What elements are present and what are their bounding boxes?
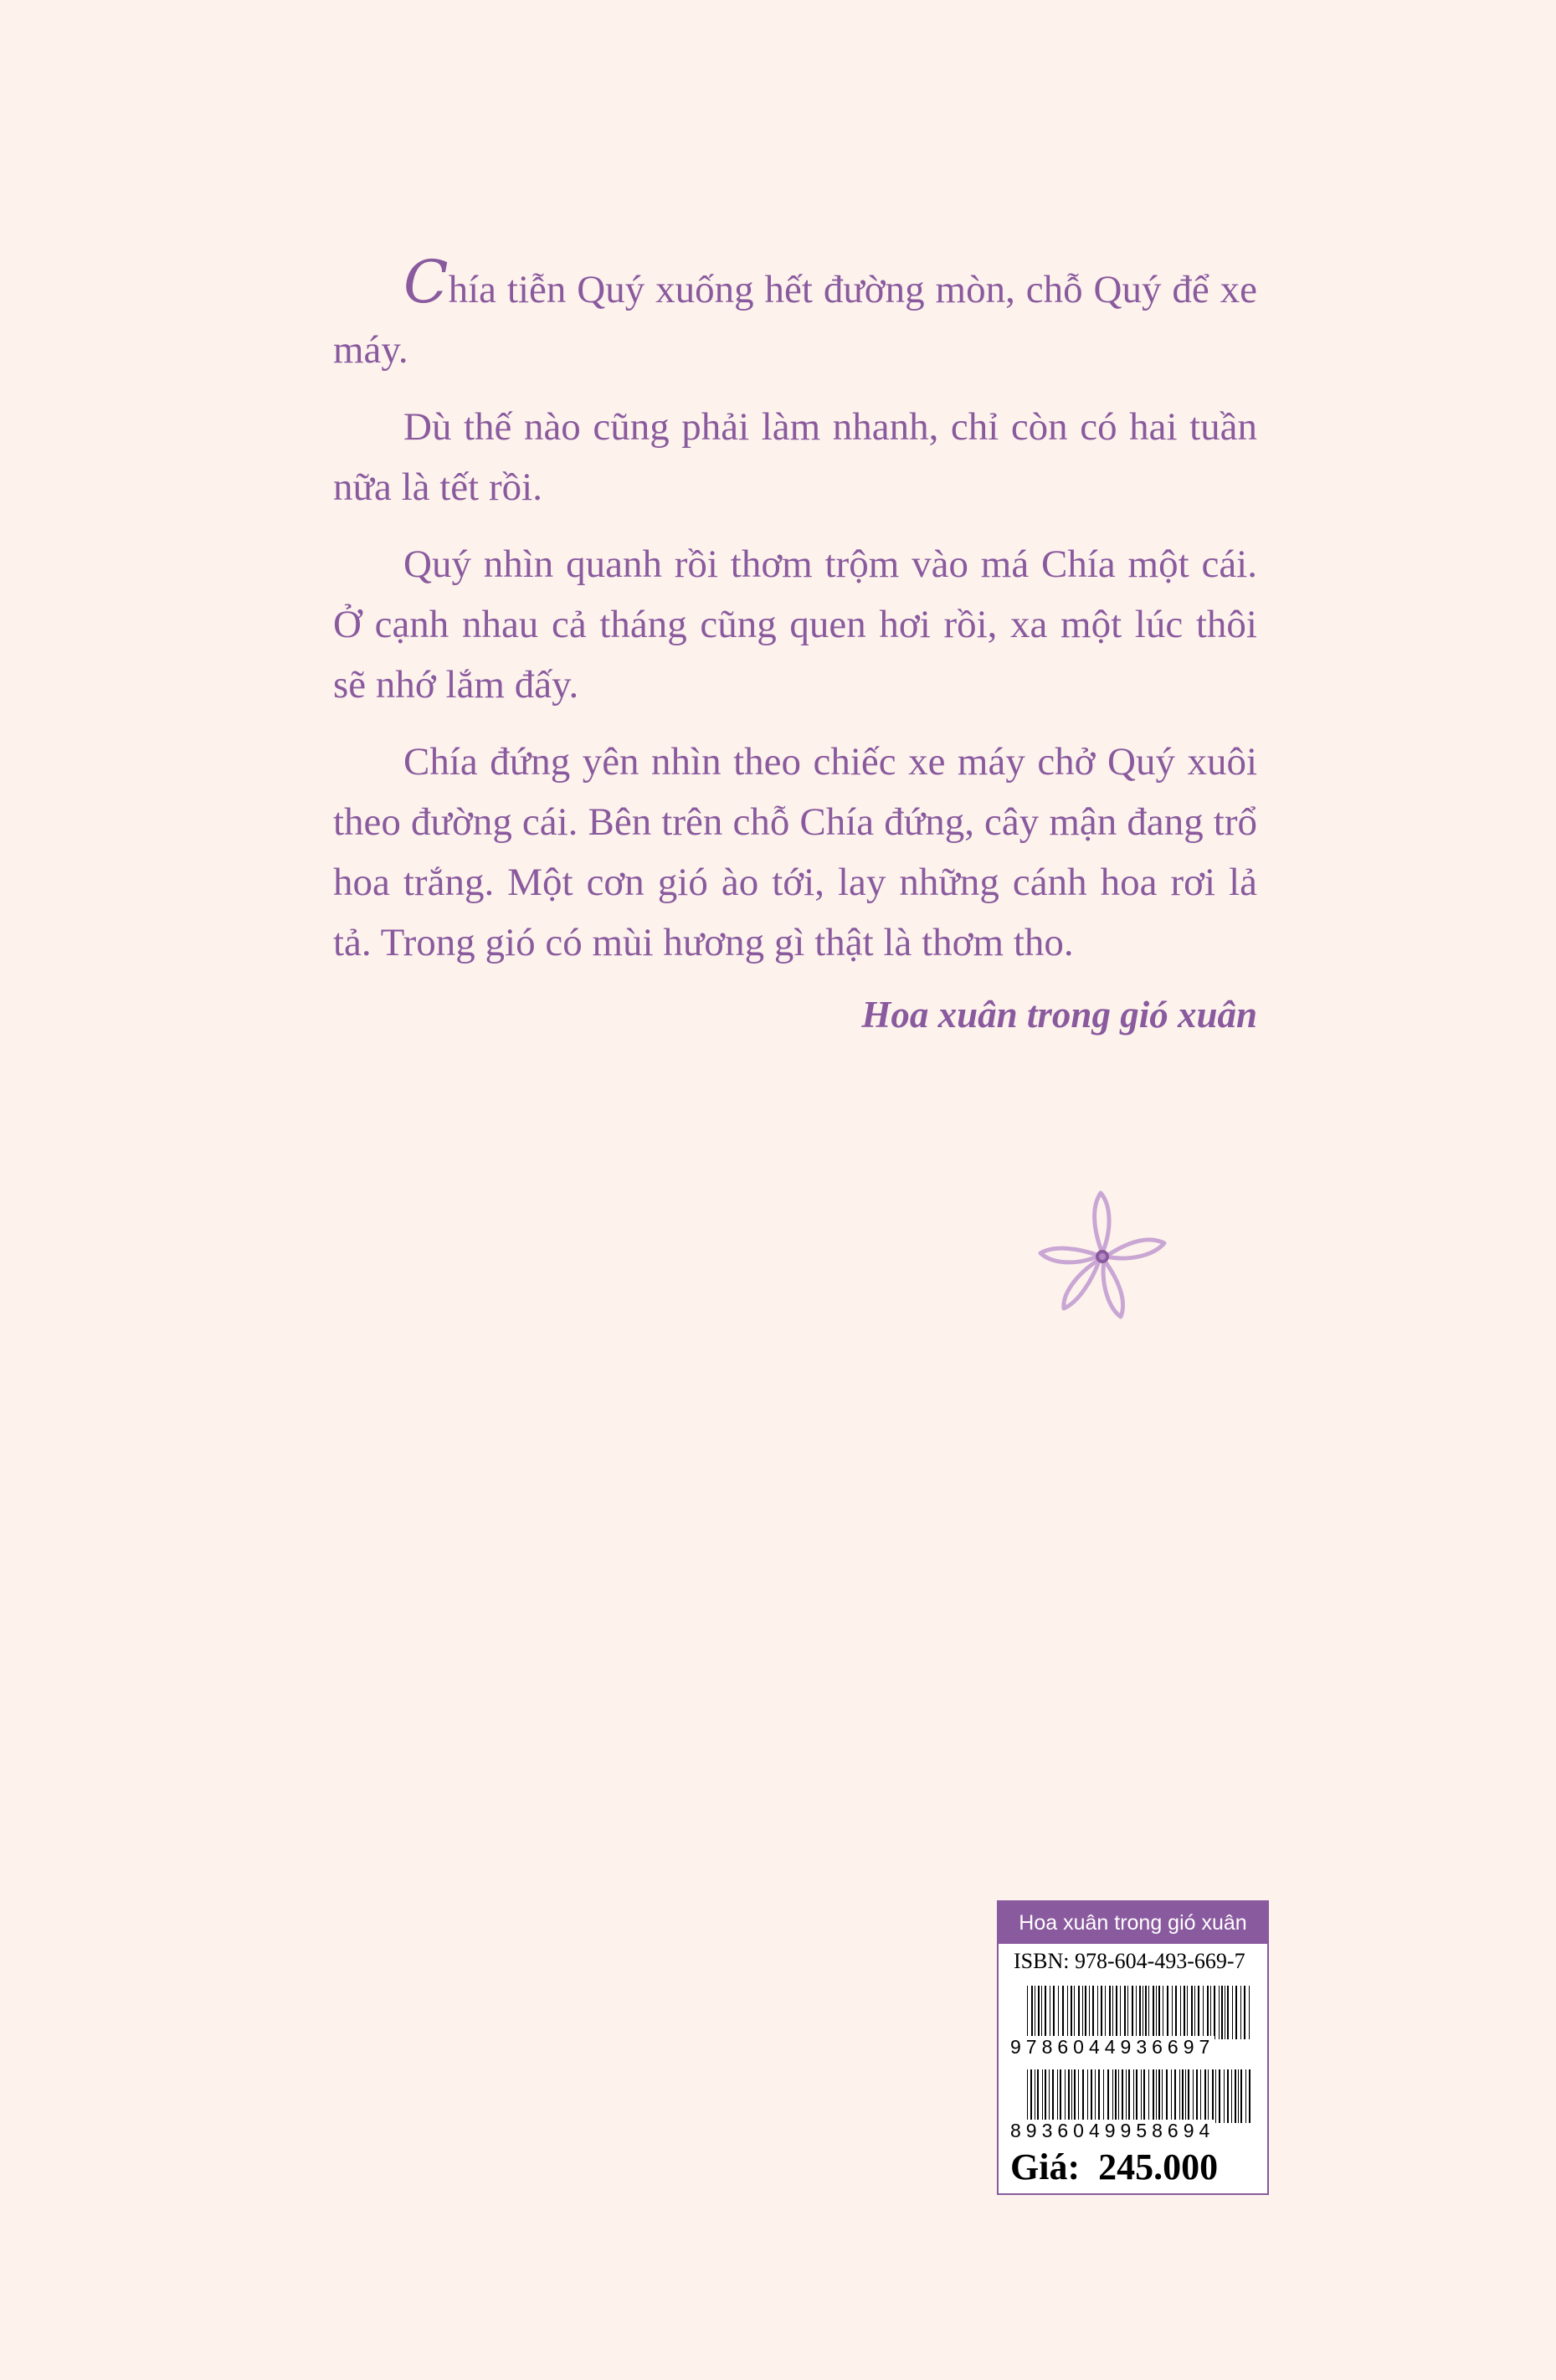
barcode-bar: [1172, 1986, 1173, 2039]
barcode-bar: [1235, 2069, 1236, 2123]
barcode-bar: [1126, 2069, 1127, 2123]
barcode-bar: [1122, 2069, 1123, 2123]
barcode-bar: [1136, 2069, 1137, 2123]
drop-cap: C: [403, 248, 449, 316]
barcode-bar: [1091, 2069, 1092, 2123]
barcode-bar: [1214, 1986, 1215, 2039]
barcode-bar: [1112, 1986, 1113, 2039]
barcode-bar: [1067, 1986, 1068, 2039]
barcode-bar: [1078, 2069, 1079, 2123]
barcode-bar: [1249, 1986, 1250, 2039]
barcode-bar: [1097, 1986, 1098, 2039]
price-value: 245.000: [1098, 2146, 1219, 2187]
isbn-label: ISBN: 978-604-493-669-7: [1014, 1949, 1245, 1973]
barcode-bar: [1188, 2069, 1189, 2123]
barcode-bar: [1118, 2069, 1119, 2123]
barcode-bar: [1232, 1986, 1233, 2039]
barcode-bar: [1074, 1986, 1075, 2039]
barcode-bar: [1180, 1986, 1181, 2039]
barcode-bar: [1030, 2069, 1032, 2123]
barcode-bar: [1208, 2069, 1209, 2123]
barcode-bar: [1115, 2069, 1117, 2123]
barcode-bar: [1065, 2069, 1066, 2123]
barcode-bar: [1071, 2069, 1072, 2123]
barcode-bar: [1078, 1986, 1080, 2039]
barcode-bar: [1087, 2069, 1088, 2123]
barcode-bar: [1107, 2069, 1109, 2123]
barcode-bar: [1141, 2069, 1142, 2123]
barcode-bar: [1227, 1986, 1229, 2039]
ean-digits: 8936049958694: [1010, 2120, 1215, 2141]
barcode-bar: [1041, 1986, 1042, 2039]
paragraph-3: Quý nhìn quanh rồi thơm trộm vào má Chía một cái. Ở cạnh nhau cả tháng cũng quen hơi rồi, xa một lúc thôi sẽ nhớ lắm đấy.: [333, 542, 1257, 707]
barcode-bar: [1221, 1986, 1223, 2039]
barcode-bar: [1196, 2069, 1198, 2123]
isbn-digits: 9786044936697: [1010, 2036, 1215, 2058]
barcode-bar: [1062, 1986, 1064, 2039]
barcode-bar: [1191, 1986, 1193, 2039]
barcode-bar: [1092, 1986, 1094, 2039]
barcode-bar: [1240, 1986, 1241, 2039]
barcode-bar: [1120, 1986, 1121, 2039]
barcode-bar: [1219, 1986, 1220, 2039]
barcode-bar: [1060, 2069, 1061, 2123]
barcode-bar: [1074, 2069, 1076, 2123]
barcode-bar: [1148, 1986, 1149, 2039]
barcode-bar: [1082, 1986, 1083, 2039]
barcode-bar: [1128, 2069, 1130, 2123]
barcode-bar: [1167, 1986, 1168, 2039]
barcode-bar: [1105, 1986, 1106, 2039]
barcode-bar: [1219, 2069, 1220, 2123]
barcode-bar: [1049, 2069, 1050, 2123]
barcode-bar: [1127, 1986, 1128, 2039]
barcode-bar: [1156, 1986, 1157, 2039]
barcode-bar: [1068, 2069, 1070, 2123]
barcode-bar: [1156, 2069, 1157, 2123]
barcode-bar: [1174, 2069, 1176, 2123]
ean-barcode: [1010, 2069, 1258, 2141]
excerpt-source-title: Hoa xuân trong gió xuân: [861, 994, 1257, 1036]
barcode-bar: [1210, 1986, 1211, 2039]
barcode-bar: [1215, 2069, 1216, 2123]
barcode-bar: [1204, 2069, 1206, 2123]
barcode-bar: [1235, 1986, 1237, 2039]
barcode-bar: [1103, 2069, 1104, 2123]
paragraph-4: Chía đứng yên nhìn theo chiếc xe máy chở Quý xuôi theo đường cái. Bên trên chỗ Chía đứng, cây mận đang trổ hoa trắng. Một cơn gió ào tới, lay những cánh hoa rơi lả tả. Trong gió có mùi hương gì thật là thơm tho.: [333, 740, 1257, 964]
barcode-bar: [1240, 2069, 1242, 2123]
barcode-bar: [1185, 2069, 1186, 2123]
barcode-bar: [1184, 1986, 1185, 2039]
barcode-bar: [1143, 2069, 1145, 2123]
paragraph-2: Dù thế nào cũng phải làm nhanh, chỉ còn có hai tuần nữa là tết rồi.: [333, 405, 1257, 509]
barcode-bar: [1027, 1986, 1028, 2039]
barcode-bar: [1227, 2069, 1229, 2123]
barcode-bar: [1116, 1986, 1117, 2039]
barcode-bar: [1139, 1986, 1141, 2039]
barcode-bar: [1231, 2069, 1232, 2123]
barcode-bar: [1193, 2069, 1194, 2123]
barcode-bar: [1052, 2069, 1054, 2123]
barcode-bar: [1109, 1986, 1111, 2039]
barcode-bar: [1071, 1986, 1072, 2039]
isbn-barcode: [1010, 1986, 1258, 2058]
paragraph-1: [333, 248, 1257, 380]
barcode-bar: [1124, 1986, 1126, 2039]
barcode-bar: [1148, 2069, 1149, 2123]
barcode-bar: [1112, 2069, 1113, 2123]
barcode-bar: [1053, 1986, 1055, 2039]
barcode-bar: [1057, 2069, 1058, 2123]
price-label: Giá:: [1010, 2146, 1081, 2187]
barcode-bar: [1198, 1986, 1199, 2039]
barcode-bar: [1182, 2069, 1184, 2123]
barcode-bar: [1089, 1986, 1090, 2039]
barcode-bar: [1133, 2069, 1134, 2123]
barcode-bar: [1187, 1986, 1188, 2039]
barcode-bar: [1082, 2069, 1084, 2123]
barcode-bar: [1162, 2069, 1163, 2123]
barcode-bar: [1207, 1986, 1209, 2039]
barcode-bar: [1045, 1986, 1046, 2039]
barcode-bar: [1153, 1986, 1154, 2039]
barcode-bar: [1171, 2069, 1172, 2123]
price: [1010, 2146, 1218, 2188]
barcode-bar: [1158, 1986, 1160, 2039]
barcode-bar: [1238, 2069, 1239, 2123]
barcode-panel: [997, 1900, 1269, 2195]
excerpt: [333, 248, 1257, 1040]
barcode-bar: [1249, 2069, 1250, 2123]
barcode-bar: [1224, 2069, 1225, 2123]
barcode-bar: [1145, 1986, 1147, 2039]
barcode-bar: [1166, 2069, 1168, 2123]
paragraph-1-text: hía tiễn Quý xuống hết đường mòn, chỗ Quý để xe máy.: [333, 268, 1257, 372]
barcode-bar: [1175, 1986, 1177, 2039]
barcode-bar: [1058, 1986, 1059, 2039]
barcode-bar: [1098, 2069, 1100, 2123]
barcode-bar: [1045, 2069, 1046, 2123]
barcode-bar: [1132, 1986, 1133, 2039]
barcode-bar: [1037, 2069, 1039, 2123]
barcode-bar: [1200, 2069, 1201, 2123]
barcode-bar: [1085, 1986, 1086, 2039]
barcode-bar: [1179, 2069, 1180, 2123]
barcode-bar: [1095, 2069, 1096, 2123]
barcode-book-title: Hoa xuân trong gió xuân: [999, 1902, 1267, 1944]
barcode-bar: [1158, 2069, 1160, 2123]
barcode-bar: [1031, 1986, 1033, 2039]
barcode-bar: [1101, 1986, 1102, 2039]
barcode-bar: [1042, 2069, 1043, 2123]
barcode-bar: [1203, 1986, 1204, 2039]
barcode-bar: [1038, 1986, 1040, 2039]
barcode-bar: [1136, 1986, 1137, 2039]
barcode-bar: [1244, 1986, 1245, 2039]
flower-icon: [1036, 1189, 1168, 1324]
barcode-bar: [1027, 2069, 1028, 2123]
barcode-bar: [1245, 2069, 1246, 2123]
barcode-bar: [1212, 2069, 1214, 2123]
barcode-bar: [1194, 1986, 1195, 2039]
barcode-bar: [1153, 2069, 1154, 2123]
